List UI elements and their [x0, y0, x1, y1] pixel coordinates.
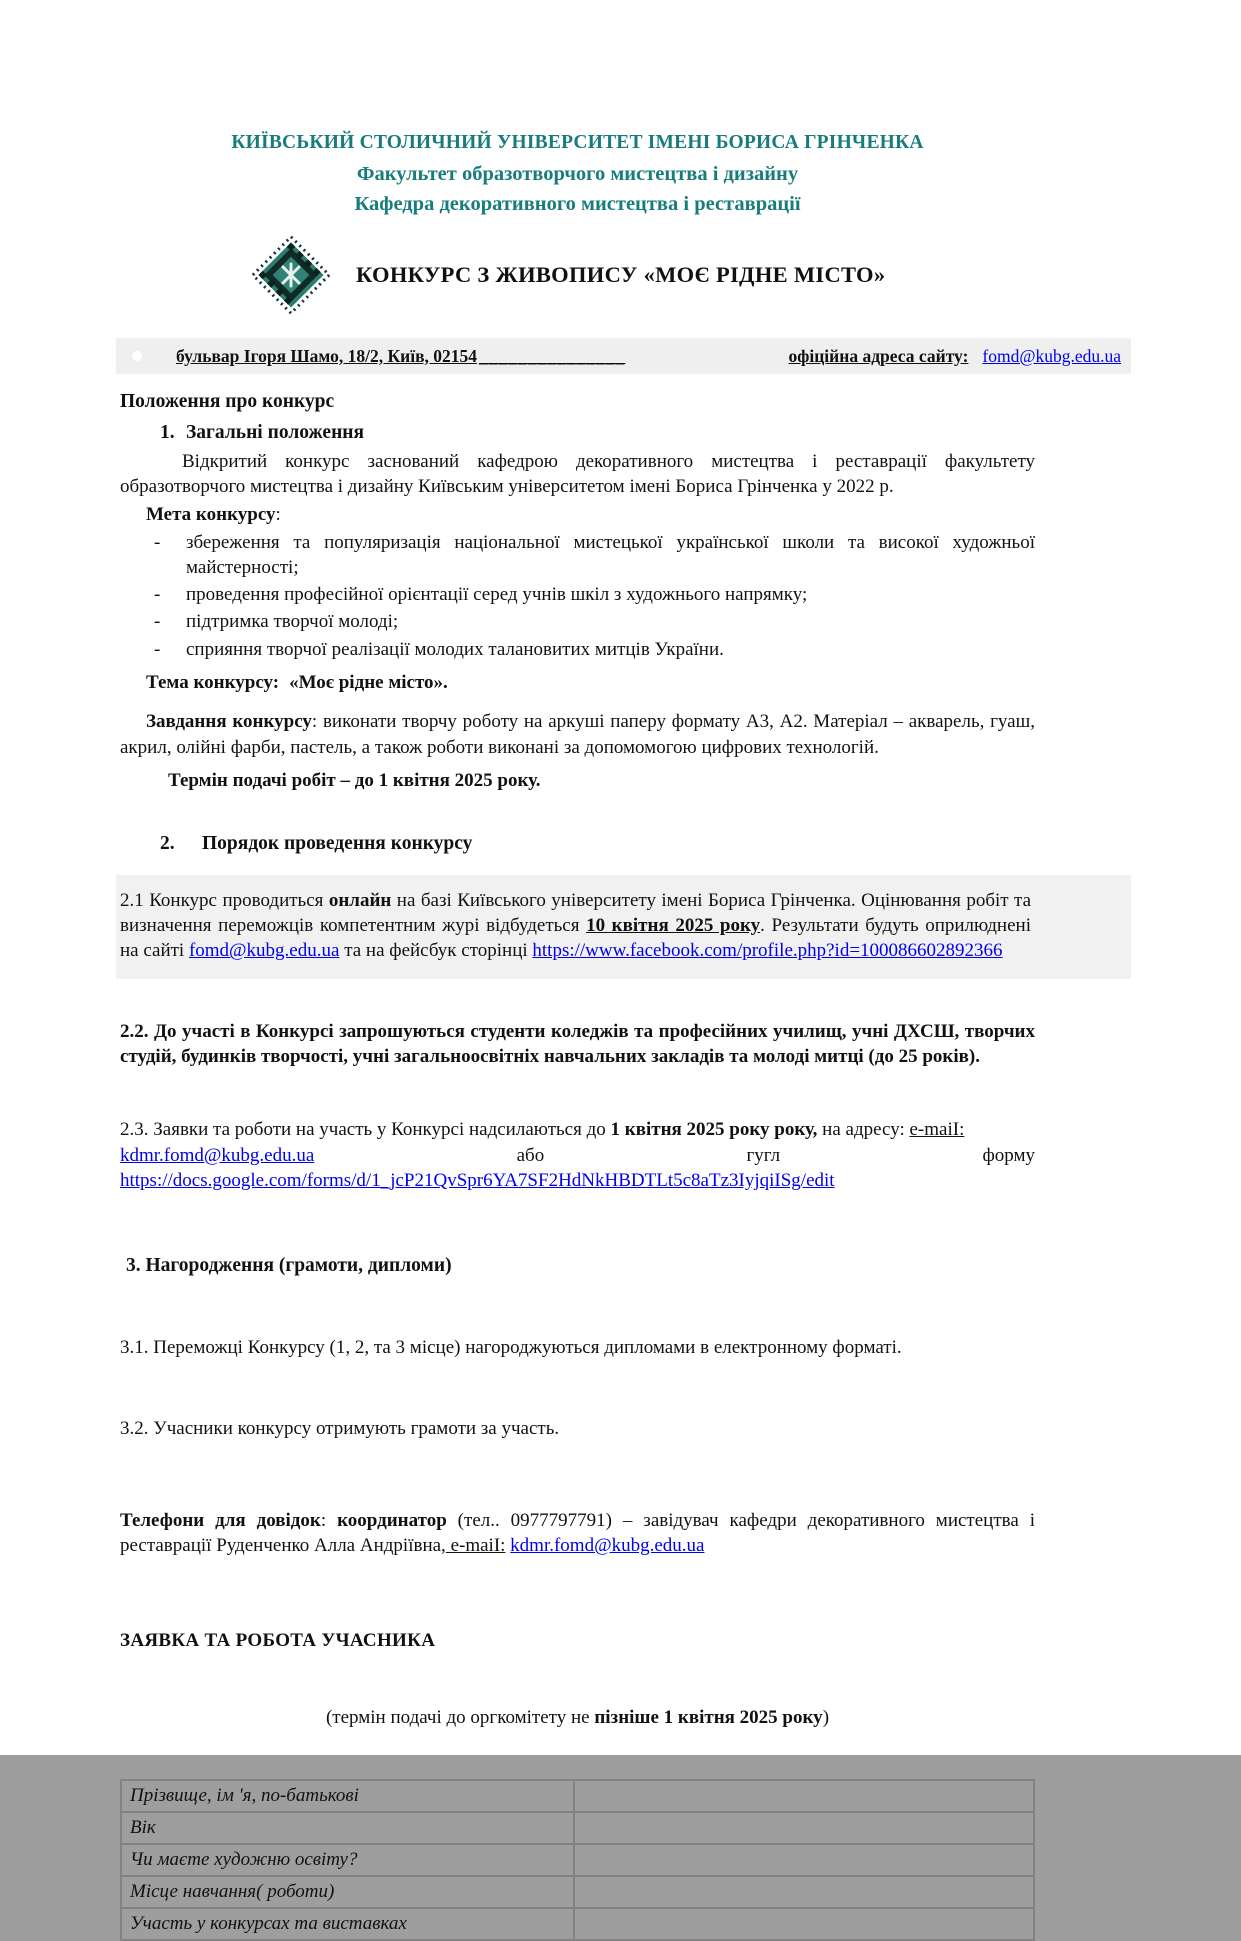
goal-item: - сприяння творчої реалізації молодих талановитих митців України. [120, 637, 1035, 662]
faculty-name: Факультет образотворчого мистецтва і дизайну [356, 163, 799, 185]
address-bar [116, 338, 1131, 374]
contact-email-label: e-maiI: [445, 1534, 506, 1556]
field-label: Вік [121, 1812, 574, 1844]
section-3-heading: 3. Нагородження (грамоти, дипломи) [126, 1255, 452, 1277]
theme-line [120, 670, 1035, 695]
contacts-label: Телефони для довідок [120, 1509, 321, 1531]
site-email-link[interactable]: fomd@kubg.edu.ua [982, 345, 1121, 366]
goal-item: - підтримка творчої молоді; [120, 609, 1035, 634]
regulations-heading: Положення про конкурс [120, 391, 335, 412]
contacts-paragraph: Телефони для довідок: координатор (тел.. 0977797791) – завідувач кафедри декоративного мистецтва і реставрації Руденченко Алла Андріївна, e-maiI: kdmr.fomd@kubg.edu.ua [120, 1509, 1035, 1556]
goal-label: Мета конкурсу: [146, 504, 281, 526]
section-2-heading [120, 831, 1035, 857]
paragraph-2-2: 2.2. До участі в Конкурсі запрошуються студенти коледжів та професійних училищ, учні ДХСШ, творчих студій, будинків творчості, учні загальноосвітніх навчальних закладів та молоді митці (до 25 років). [120, 1020, 1035, 1068]
page-title: КОНКУРС З ЖИВОПИСУ «МОЄ РІДНЕ МІСТО» [356, 262, 886, 287]
theme-label: Тема конкурсу: [146, 671, 280, 693]
email-label: e-maiI: [909, 1119, 965, 1141]
section-2-number: 2. [160, 833, 175, 855]
table-row [121, 1812, 1034, 1844]
or-word: або [516, 1144, 545, 1166]
theme-value: «Моє рідне місто». [289, 671, 448, 693]
ornament-logo-icon [248, 232, 334, 318]
field-value-cell[interactable] [574, 1908, 1034, 1940]
paragraph-3-1: 3.1. Переможці Конкурсу (1, 2, та 3 місце) нагороджуються дипломами в електронному форматі. [120, 1337, 902, 1358]
table-row [121, 1876, 1034, 1908]
field-value-cell[interactable] [574, 1844, 1034, 1876]
table-row [121, 1844, 1034, 1876]
task-text: : виконати творчу роботу на аркуші паперу формату А3, А2. Матеріал – акварель, гуаш, акрил, олійні фарби, пастель, а також роботи виконані за допомомогою цифрових технологій. [120, 711, 1035, 758]
application-deadline-note: (термін подачі до оргкомітету не пізніше 1 квітня 2025 року) [325, 1707, 830, 1729]
field-label: Чи маєте художню освіту? [121, 1844, 574, 1876]
section-2-title: Порядок проведення конкурсу [202, 833, 473, 855]
site-email-link-2[interactable]: fomd@kubg.edu.ua [188, 940, 340, 962]
jury-date: 10 квітня 2025 року [586, 915, 761, 937]
application-email-link[interactable]: kdmr.fomd@kubg.edu.ua [120, 1144, 315, 1166]
section-1-paragraph: Відкритий конкурс заснований кафедрою декоративного мистецтва і реставрації факультету образотворчого мистецтва і дизайну Київським університетом імені Бориса Грінченка у 2022 р. [120, 450, 1035, 498]
document-header [120, 132, 1035, 216]
google-word: гугл [746, 1144, 781, 1166]
field-value-cell[interactable] [574, 1812, 1034, 1844]
field-value-cell[interactable] [574, 1780, 1034, 1812]
department-name: Кафедра декоративного мистецтва і реставрації [354, 193, 801, 215]
field-label: Участь у конкурсах та виставках [121, 1908, 574, 1940]
submission-deadline: Термін подачі робіт – до 1 квітня 2025 року. [168, 769, 541, 791]
facebook-link[interactable]: https://www.facebook.com/profile.php?id=100086602892366 [532, 940, 1003, 962]
paragraph-2-1: 2.1 Конкурс проводиться онлайн на базі Київського університету імені Бориса Грінченка. Оцінювання робіт та визначення переможців компетентним журі відбудеться 10 квітня 2025 року. Результати будуть оприлюднені на сайті fomd@kubg.edu.ua та на фейсбук сторінці https://www.facebook.com/profile.php?id=100086602892366 [116, 875, 1131, 979]
coordinator-email-link[interactable]: kdmr.fomd@kubg.edu.ua [510, 1534, 705, 1556]
goal-item: - проведення професійної орієнтації серед учнів шкіл з художнього напрямку; [120, 582, 1035, 607]
site-address-label: офіційна адреса сайту: [788, 345, 969, 366]
title-row [120, 232, 1035, 318]
section-1-title: Загальні положення [186, 421, 365, 443]
university-name: КИЇВСЬКИЙ СТОЛИЧНИЙ УНІВЕРСИТЕТ ІМЕНІ БОРИСА ГРІНЧЕНКА [231, 132, 924, 153]
google-form-link[interactable]: https://docs.google.com/forms/d/1_jcP21QvSpr6YA7SF2HdNkHBDTLt5c8aTz3IyjqiISg/edit [120, 1169, 835, 1191]
apply-date: 1 квітня 2025 року року, [610, 1119, 818, 1141]
table-row [121, 1780, 1034, 1812]
field-value-cell[interactable] [574, 1876, 1034, 1908]
task-label: Завдання конкурсу [146, 711, 312, 733]
goals-list [120, 530, 1035, 662]
bullet-icon [132, 351, 142, 361]
online-emphasis: онлайн [328, 889, 392, 911]
paragraph-2-3: 2.3. Заявки та роботи на участь у Конкурсі надсилаються до 1 квітня 2025 року року, на адресу: e-maiI: kdmr.fomd@kubg.edu.ua або гугл форму https://docs.google.com/forms/d/1_jcP21QvSpr6YA7SF2HdNkHBDTLt5c8aTz3IyjqiISg/edit [120, 1119, 1035, 1191]
section-1-heading [120, 420, 1035, 446]
address-filler-line: _______________ [479, 345, 626, 366]
task-paragraph [120, 709, 1035, 760]
deadline-emphasis: пізніше 1 квітня 2025 року [594, 1707, 823, 1729]
goal-item: - збереження та популяризація національної мистецької української школи та високої художньої майстерності; [120, 530, 1035, 581]
application-heading: ЗАЯВКА ТА РОБОТА УЧАСНИКА [120, 1630, 436, 1652]
table-row [121, 1908, 1034, 1940]
application-table [120, 1779, 1035, 1941]
paragraph-3-2: 3.2. Учасники конкурсу отримують грамоти за участь. [120, 1418, 560, 1440]
street-address: бульвар Ігоря Шамо, 18/2, Київ, 02154 [176, 345, 478, 366]
field-label: Прізвище, ім 'я, по-батькові [121, 1780, 574, 1812]
field-label: Місце навчання( роботи) [121, 1876, 574, 1908]
coordinator-label: координатор [337, 1509, 447, 1531]
section-1-number: 1. [160, 421, 175, 443]
form-word: форму [982, 1144, 1035, 1166]
